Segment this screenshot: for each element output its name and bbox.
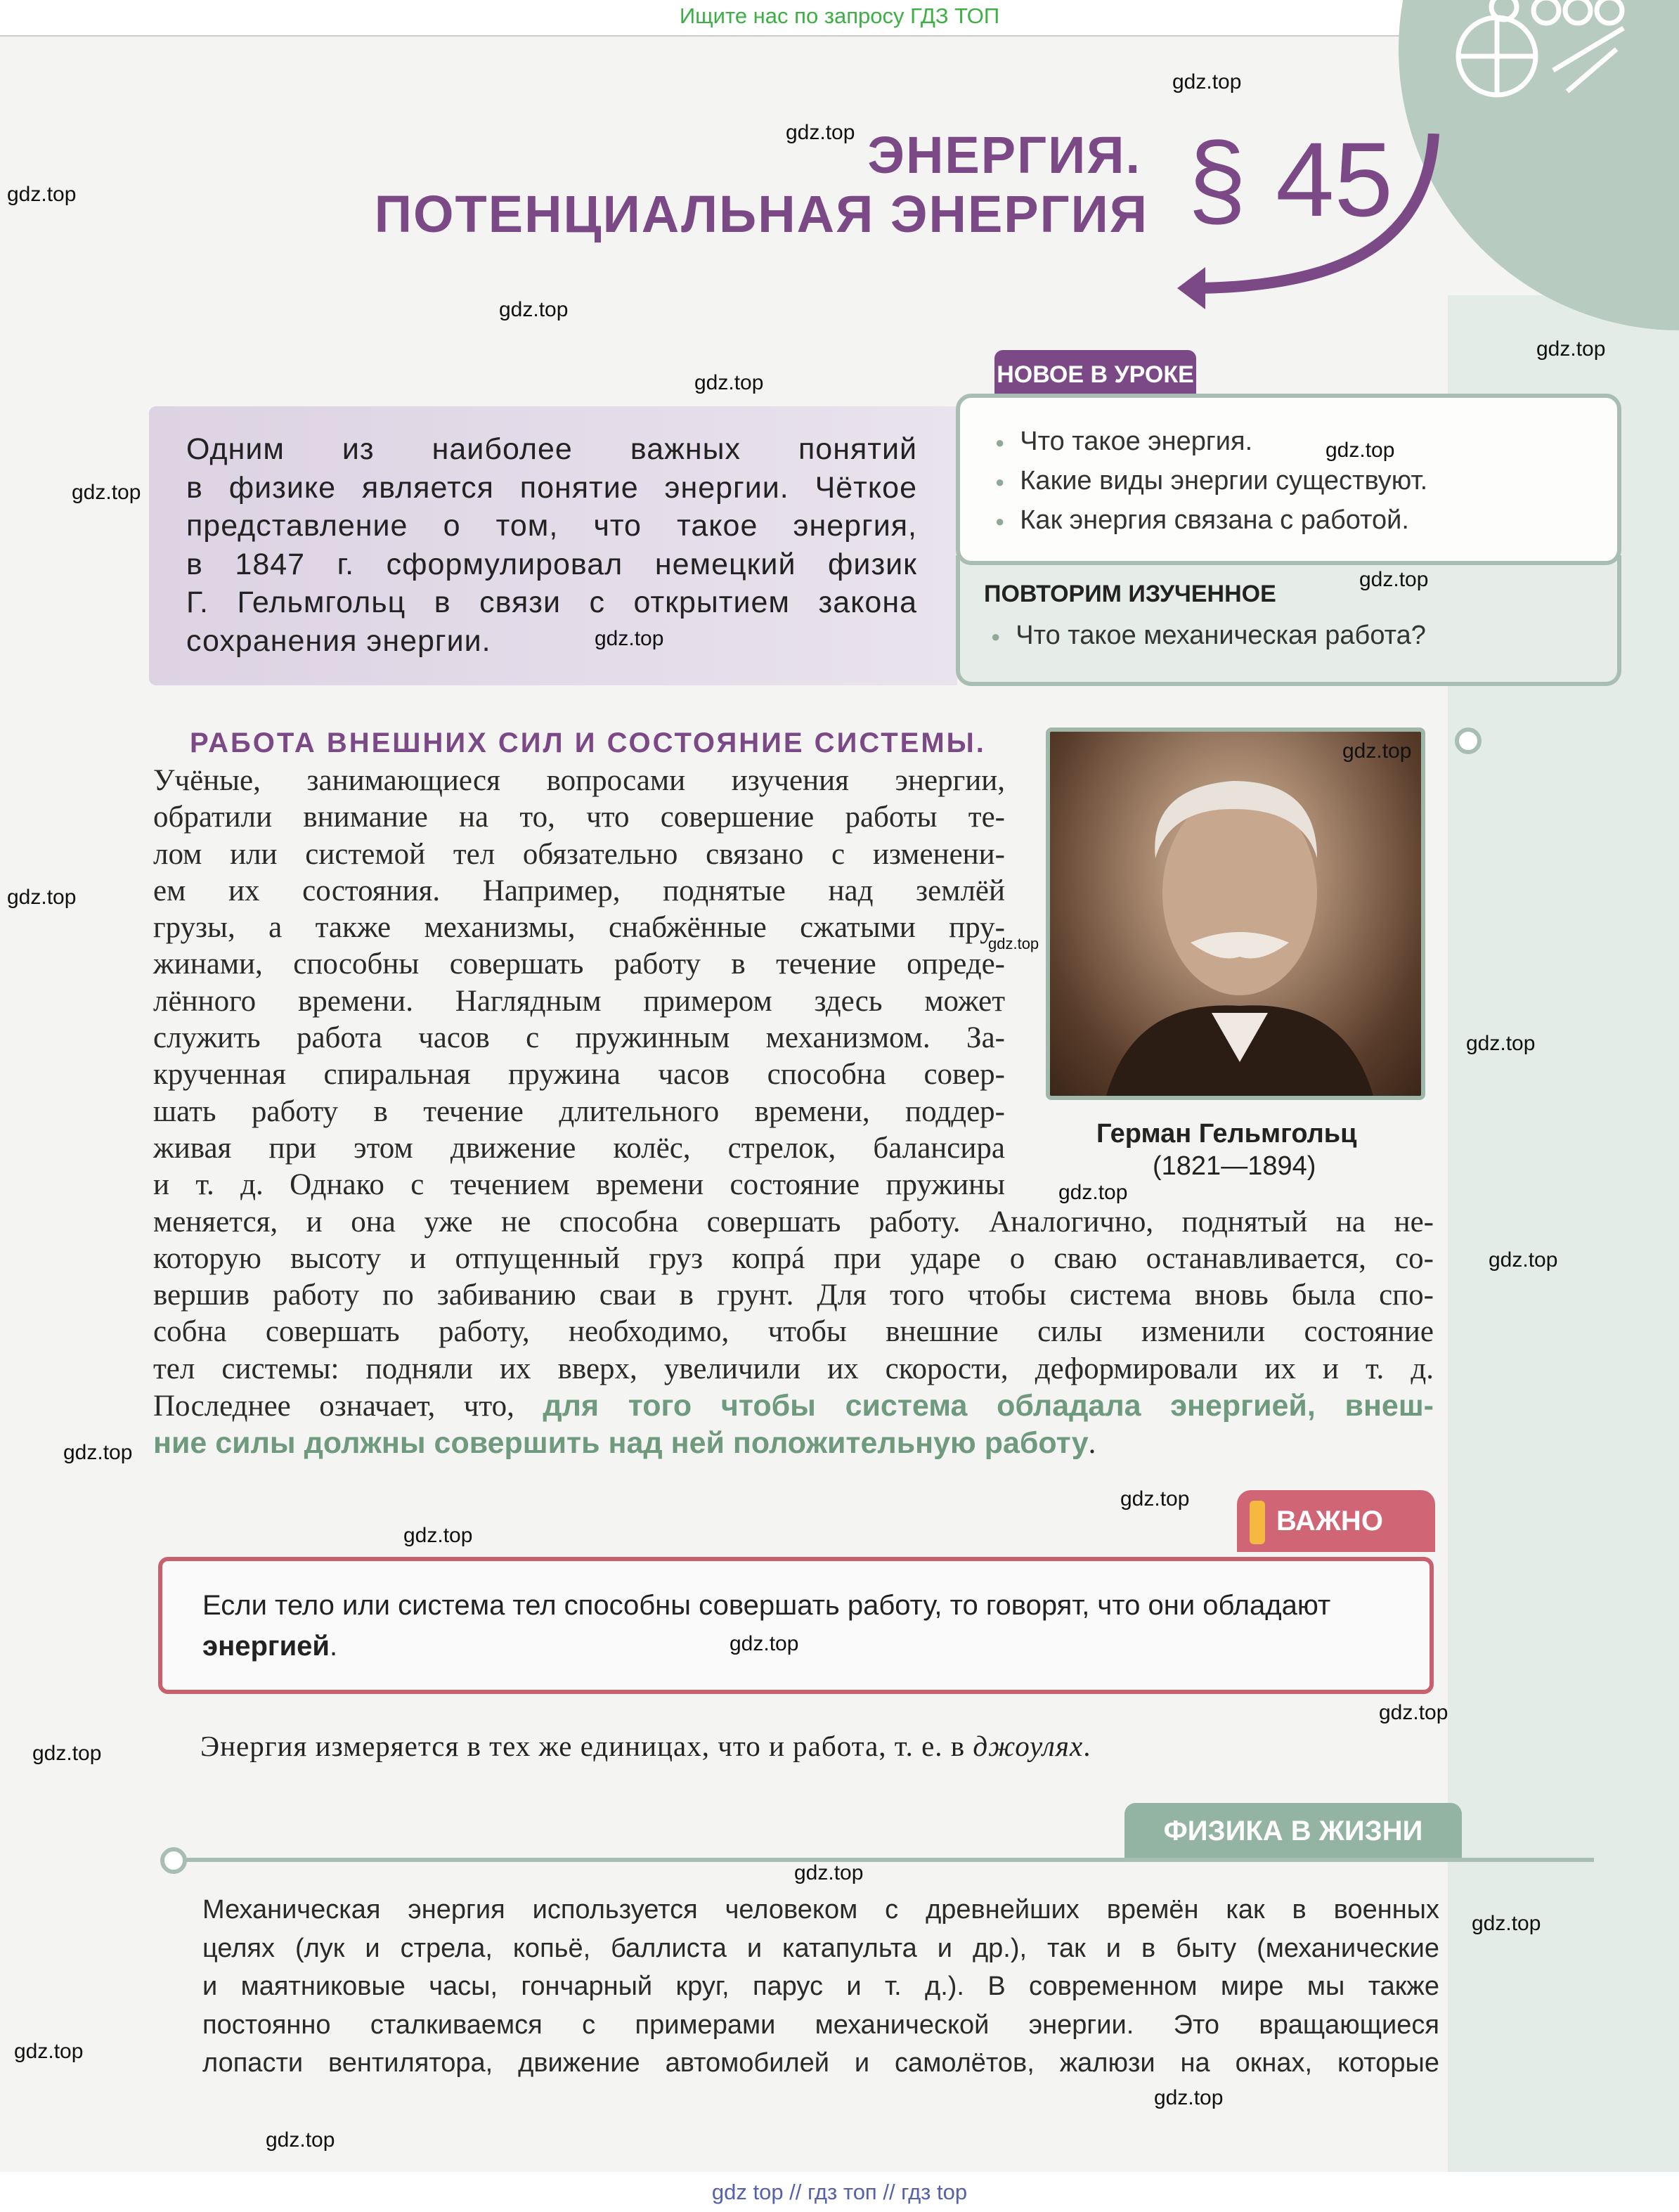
watermark: gdz.top [1472,1912,1541,1935]
intro-text [186,430,917,660]
review-item: ● Что такое механическая работа? [991,616,1426,656]
watermark: gdz.top [1489,1248,1558,1272]
watermark: gdz.top [730,1632,799,1655]
life-line: постоянно сталкиваемся с примерами механической энергии. Это вращающиеся [202,2010,1439,2040]
important-text-plain: Если тело или система тел способны совершать работу, то говорят, что они обладают [202,1590,1331,1621]
body-line: служить работа часов с пружинным механизмом. За- [153,1021,1005,1055]
watermark: gdz.top [1466,1032,1536,1055]
portrait-caption-years: (1821—1894) [1153,1151,1316,1181]
portrait-image [1050,732,1421,1096]
exclamation-icon [1250,1501,1265,1544]
margin-dot [160,1847,187,1874]
period: . [330,1631,338,1662]
watermark: gdz.top [7,886,77,909]
watermark: gdz.top [1120,1487,1190,1511]
top-banner[interactable]: Ищите нас по запросу ГДЗ ТОП [0,0,1679,37]
life-line: лопасти вентилятора, движение автомобилей и самолётов, жалюзи на окнах, которые [202,2048,1439,2078]
watermark: gdz.top [1536,337,1606,361]
body-line: живая при этом движение колёс, стрелок, балансира [153,1131,1005,1165]
body-text-plain: Последнее означает, что, [153,1390,543,1423]
body-line [153,1388,1434,1425]
watermark: gdz.top [32,1742,102,1765]
section-heading: РАБОТА ВНЕШНИХ СИЛ И СОСТОЯНИЕ СИСТЕМЫ. [190,727,986,758]
life-line: и маятниковые часы, гончарный круг, парус и т. д.). В современном мире мы также [202,1972,1439,2001]
helmholtz-portrait [1046,727,1425,1100]
body-line: тел системы: подняли их вверх, увеличили их скорости, деформировали их и т. д. [153,1352,1434,1385]
intro-line: сохранения энергии. [186,623,491,658]
body-line: грузы, а также механизмы, снабжённые сжатыми пру- [153,911,1005,945]
watermark: gdz.top [1154,2086,1224,2109]
energy-units-text [200,1729,1091,1763]
period: . [1083,1730,1091,1762]
body-line: крученная спиральная пружина часов способна совер- [153,1058,1005,1092]
portrait-caption-name: Герман Гельмгольц [1096,1119,1357,1149]
key-statement: ние силы должны совершить над ней положительную работу [153,1426,1089,1461]
lesson-item: ● Какие виды энергии существуют. [995,462,1617,501]
watermark: gdz.top [1325,439,1395,462]
important-term: энергией [202,1631,330,1662]
watermark: gdz.top [1359,568,1429,591]
new-in-lesson-tab: НОВОЕ В УРОКЕ [994,350,1196,395]
body-line: которую высоту и отпущенный груз копрá при ударе о сваю останавливается, со- [153,1241,1434,1275]
body-line: Учёные, занимающиеся вопросами изучения энергии, [153,764,1005,797]
body-line: вершив работу по забиванию сваи в грунт. Для того чтобы система вновь была спо- [153,1279,1434,1312]
paragraph-number: § 45 [1188,120,1393,238]
intro-line: в 1847 г. сформулировал немецкий физик [186,547,917,581]
units-term: джоулях [973,1730,1084,1762]
body-line: и т. д. Однако с течением времени состояние пружины [153,1168,1005,1202]
units-text: Энергия измеряется в тех же единицах, что и работа, т. е. в [200,1730,973,1762]
divider [174,1858,1594,1862]
watermark: gdz.top [1379,1701,1448,1724]
body-line: ем их состояния. Например, поднятые над землёй [153,874,1005,907]
intro-line: Г. Гельмгольц в связи с открытием закона [186,586,917,619]
body-line: жинами, способны совершать работу в течение опреде- [153,947,1005,981]
lesson-title-line1: ЭНЕРГИЯ. [867,126,1141,184]
life-line: Механическая энергия используется человеком с древнейших времён как в военных [202,1895,1439,1925]
lesson-item: ● Как энергия связана с работой. [995,501,1617,541]
watermark: gdz.top [786,121,855,144]
bottom-banner[interactable]: gdz top // гдз топ // гдз top [0,2172,1679,2212]
watermark: gdz.top [72,481,141,504]
intro-line: представление о том, что такое энергия, [186,509,917,543]
important-text [202,1585,1411,1667]
body-line [153,1425,1434,1462]
body-line: обратили внимание на то, что совершение работы те- [153,801,1005,834]
body-line: собна совершать работу, необходимо, чтобы внешние силы изменили состояние [153,1315,1434,1349]
watermark: gdz.top [988,935,1039,952]
intro-line: Одним из наиболее важных понятий [186,432,917,466]
body-line: шать работу в течение длительного времени, поддер- [153,1094,1005,1128]
body-line: лённого времени. Наглядным примером здесь может [153,984,1005,1018]
watermark: gdz.top [14,2040,84,2063]
body-line: лом или системой тел обязательно связано с изменени- [153,837,1005,871]
important-label: ВАЖНО [1276,1506,1383,1537]
watermark: gdz.top [595,627,664,650]
physics-in-life-tab: ФИЗИКА В ЖИЗНИ [1124,1803,1462,1858]
life-line: целях (лук и стрела, копьё, баллиста и катапульта и др.), так и в быту (механические [202,1933,1439,1963]
watermark: gdz.top [1058,1181,1128,1204]
watermark: gdz.top [1342,739,1412,763]
watermark: gdz.top [63,1441,133,1464]
watermark: gdz.top [266,2128,335,2152]
body-narrow [153,763,1005,1204]
watermark: gdz.top [1172,70,1242,93]
margin-dot [1455,727,1482,754]
watermark: gdz.top [499,298,569,321]
review-title: ПОВТОРИМ ИЗУЧЕННОЕ [984,581,1276,607]
important-tab [1237,1490,1435,1552]
physics-in-life-text [202,1891,1439,2083]
period: . [1088,1427,1096,1461]
watermark: gdz.top [794,1861,864,1884]
watermark: gdz.top [694,371,764,394]
intro-line: в физике является понятие энергии. Чёткое [186,470,917,505]
body-wide [153,1204,1434,1463]
watermark: gdz.top [403,1524,473,1547]
new-in-lesson-box [956,394,1621,565]
lesson-item: ● Что такое энергия. [995,422,1617,462]
key-statement: для того чтобы система обладала энергией, внеш- [543,1389,1434,1423]
lesson-title-line2: ПОТЕНЦИАЛЬНАЯ ЭНЕРГИЯ [374,185,1148,243]
watermark: gdz.top [7,183,77,206]
body-line: меняется, и она уже не способна совершать работу. Аналогично, поднятый на не- [153,1205,1434,1238]
